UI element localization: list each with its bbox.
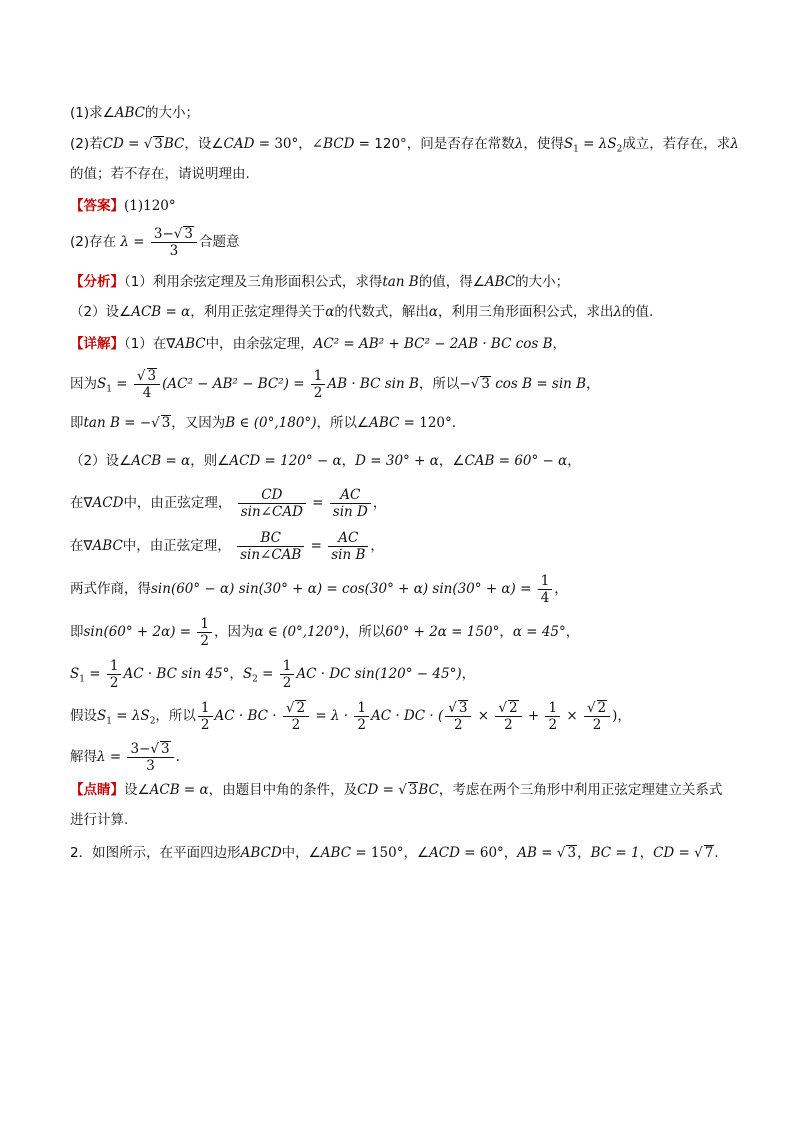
detail-tag: 【详解】 [70, 336, 124, 352]
analysis-line-1: 【分析】（1）利用余弦定理及三角形面积公式，求得tan B的值，得∠ABC的大小； [70, 274, 570, 290]
question-part-2-line-2: 的值；若不存在，请说明理由. [70, 166, 250, 182]
detail-line-10: 假设$S_1 = \lambda S_2$，所以 $\frac{1}{2}$ AC · BC · $\frac{√ 2}{2}$ = λ · $\frac{1}{2}$ AC · DC · ( $\frac{√ 3}{2}$ × $\frac{√ 2}{2}$ + $\frac{1}{2}$ × $\frac{√ 2}{2}$ )， [70, 700, 631, 733]
detail-line-11: 解得λ = $\frac{3-√ 3}{3}$ . [70, 741, 180, 774]
answer-tag: 【答案】 [70, 198, 124, 214]
comment-line-2: 进行计算. [70, 812, 129, 828]
comment-tag: 【点睛】 [70, 782, 124, 798]
detail-line-9: $S_1$ = $\frac{1}{2}$ AC · BC sin 45°，$S_2$ = $\frac{1}{2}$ AC · DC sin(120° − 45°)， [70, 658, 476, 691]
detail-line-5: 在∇ACD中，由正弦定理， $\frac{CD}{\text{sin∠CAD}}$ = $\frac{AC}{\text{sin D}}$ ， [70, 487, 387, 520]
detail-line-2: 因为$S_1$ = $\frac{√ 3}{4}$ (AC² − AB² − BC²) = $\frac{1}{2}$ AB · BC sin B，所以−√ 3 cos B = sin B， [70, 368, 600, 401]
detail-line-7: 两式作商，得sin(60° − α) sin(30° + α) = cos(30° + α) sin(30° + α) = $\frac{1}{4}$ ， [70, 573, 568, 606]
detail-line-8: 即sin(60° + 2α) = $\frac{1}{2}$ ，因为α ∈ (0°,120°)，所以60° + 2α = 150°，α = 45°， [70, 616, 580, 649]
detail-line-6: 在∇ABC中，由正弦定理， $\frac{BC}{\text{sin∠CAB}}$ = $\frac{AC}{\text{sin B}}$ ， [70, 530, 384, 563]
detail-line-1: 【详解】（1）在∇ABC中，由余弦定理，AC² = AB² + BC² − 2AB · BC cos B， [70, 336, 567, 352]
detail-line-4: （2）设∠ACB = α，则∠ACD = 120° − α，D = 30° + α，∠CAB = 60° − α， [70, 453, 581, 469]
question-part-2: (2)若CD = √ 3BC，设∠CAD = 30°，∠BCD = 120°，问是否存在常数λ，使得$S_1 = \lambda S_2$成立，若存在，求λ [70, 136, 739, 155]
answer-line-2: (2)存在 λ = $\frac{3-√ 3}{3}$ 合题意 [70, 226, 240, 259]
analysis-line-2: （2）设∠ACB = α，利用正弦定理得关于α的代数式，解出α，利用三角形面积公式，求出λ的值. [70, 304, 654, 320]
comment-line-1: 【点睛】设∠ACB = α，由题目中角的条件，及CD = √ 3BC，考虑在两个三角形中利用正弦定理建立关系式 [70, 782, 723, 798]
detail-line-3: 即tan B = −√ 3，又因为B ∈ (0°,180°)，所以∠ABC = 120°. [70, 415, 457, 431]
question-2: 2．如图所示，在平面四边形ABCD中，∠ABC = 150°，∠ACD = 60°，AB = √ 3，BC = 1，CD = √ 7． [70, 845, 728, 861]
answer-line-1: 【答案】(1)120° [70, 198, 176, 214]
analysis-tag: 【分析】 [70, 274, 124, 290]
answer-fraction: $\frac{3-√ 3}{3}$ [151, 226, 197, 259]
question-part-1: (1)求∠ABC的大小； [70, 105, 199, 121]
